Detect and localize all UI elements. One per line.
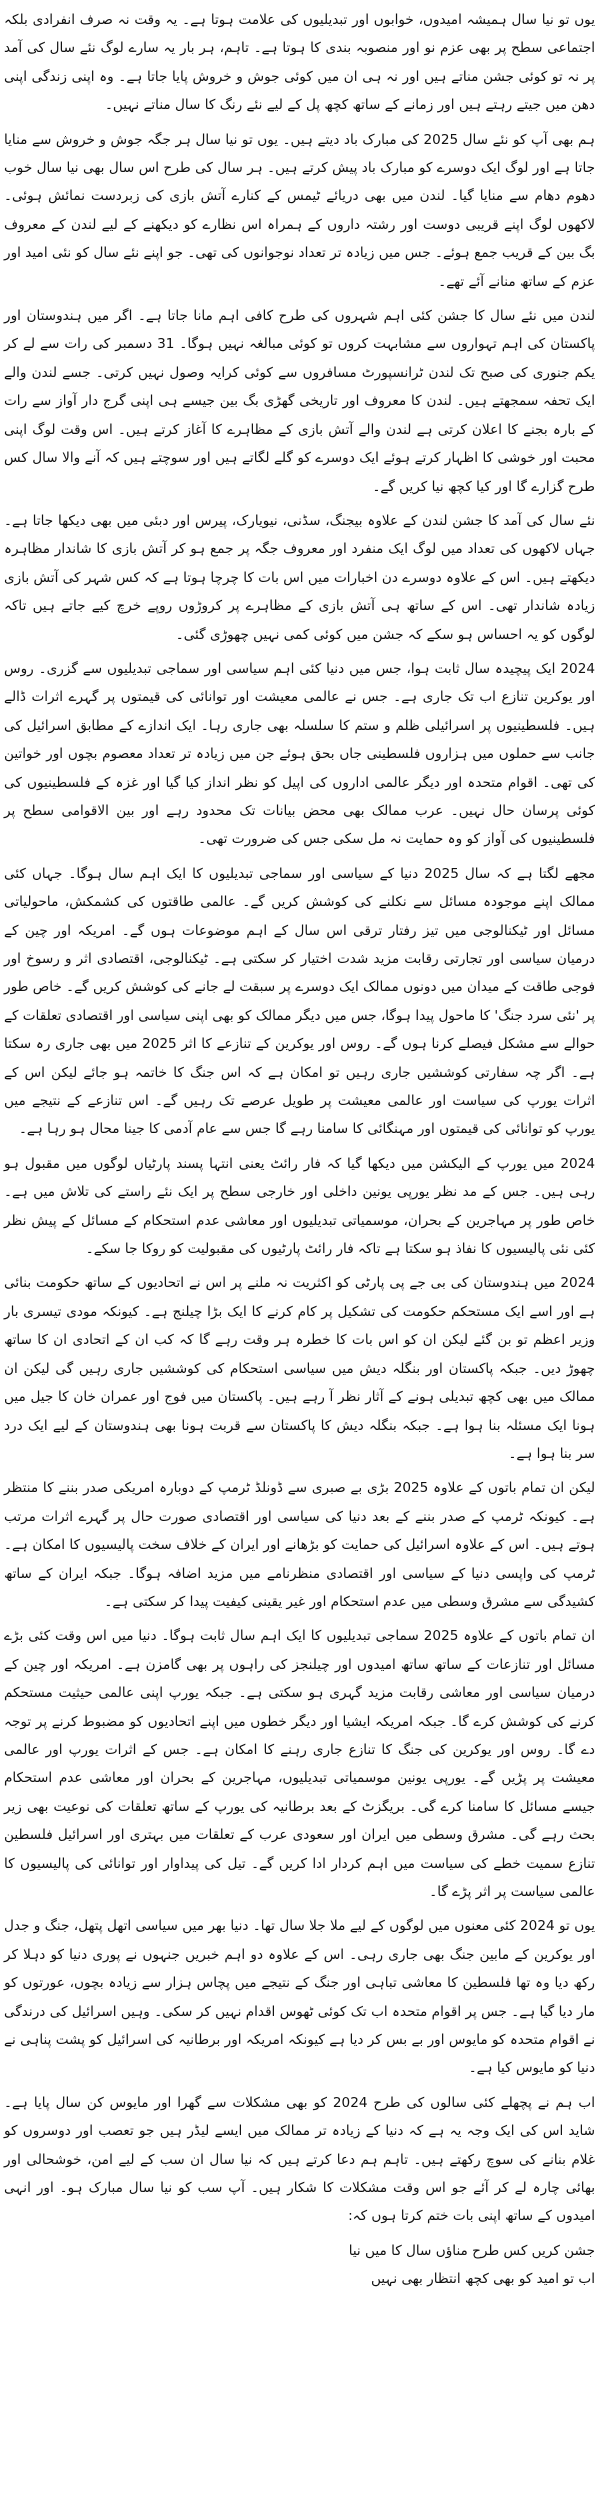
article-paragraph-10: ان تمام باتوں کے علاوہ 2025 سماجی تبدیلیوں کا ایک اہم سال ثابت ہوگا۔ دنیا میں اس وقت کئی بڑے مسائل اور تنازعات کے ساتھ ساتھ امیدوں اور چیلنجز کی راہوں پر بھی گامزن ہے۔ امریکہ اور چین کے درمیان سیاسی اور معاشی رقابت مزید گہری ہو سکتی ہے۔ جبکہ یورپ اپنی عالمی حیثیت مستحکم کرنے کی کوشش کرے گا۔ جبکہ امریکہ ایشیا اور دیگر خطوں میں اپنے اتحادیوں کو مضبوط کرنے پر توجہ دے گا۔ روس اور یوکرین کی جنگ کا تنازع جاری رہنے کا امکان ہے۔ جس کے اثرات یورپ اور عالمی معیشت پر پڑیں گے۔ یورپی یونین موسمیاتی تبدیلیوں، مہاجرین کے بحران اور معاشی عدم استحکام جیسے مسائل کا سامنا کرے گی۔ بریگزٹ کے بعد برطانیہ کی یورپ کے ساتھ تعلقات کی نوعیت بھی زیر بحث رہے گی۔ مشرق وسطی میں ایران اور سعودی عرب کے تعلقات میں بہتری اور اسرائیل فلسطین تنازع سمیت خطے کی سیاست میں اہم کردار ادا کریں گے۔ تیل کی پیداوار اور توانائی کی پالیسیوں کا عالمی سیاست پر اثر پڑے گا۔ <box>4 1628 595 1900</box>
article-paragraph-1: یوں تو نیا سال ہمیشہ امیدوں، خوابوں اور تبدیلیوں کی علامت ہوتا ہے۔ یہ وقت نہ صرف انفرادی بلکہ اجتماعی سطح پر بھی عزم نو اور منصوبہ بندی کا ہوتا ہے۔ تاہم، ہر بار یہ سارے لوگ نئے سال کی آمد پر نہ تو کوئی جشن مناتے ہیں اور نہ ہی ان میں کوئی جوش و خروش پایا جاتا ہے۔ وہ اپنی زندگی اپنی دھن میں جیتے رہتے ہیں اور زمانے کے ساتھ کچھ پل کے لیے نئے رنگ کا سال مناتے نہیں۔ <box>4 12 595 114</box>
article-paragraph-12: اب ہم نے پچھلے کئی سالوں کی طرح 2024 کو بھی مشکلات سے گھرا اور مایوس کن سال پایا ہے۔ شاید اس کی ایک وجہ یہ ہے کہ دنیا کے زیادہ تر ممالک میں ایسے لیڈر ہیں جو تعصب اور دوسروں کو غلام بنانے کی سوچ رکھتے ہیں۔ تاہم ہم دعا کرتے ہیں کہ نیا سال ان سب کے لیے امن، خوشحالی اور بھائی چارہ لے کر آئے جو اس وقت مشکلات کا شکار ہیں۔ آپ سب کو نیا سال مبارک ہو۔ اور انہی امیدوں کے ساتھ اپنی بات ختم کرتا ہوں کہ: <box>4 2094 595 2225</box>
verse-line-1: جشن کریں کس طرح مناؤں سال کا میں نیا <box>348 2242 595 2259</box>
article-paragraph-5: 2024 ایک پیچیدہ سال ثابت ہوا، جس میں دنیا کئی اہم سیاسی اور سماجی تبدیلیوں سے گزری۔ روس اور یوکرین تنازع اب تک جاری ہے۔ جس نے عالمی معیشت اور توانائی کی قیمتوں پر گہرے اثرات ڈالے ہیں۔ فلسطینیوں پر اسرائیلی ظلم و ستم کا سلسلہ بھی جاری رہا۔ ایک اندازے کے مطابق اسرائیل کی جانب سے حملوں میں ہزاروں فلسطینی جاں بحق ہوئے جن میں زیادہ تر تعداد معصوم بچوں اور خواتین کی تھی۔ اقوام متحدہ اور دیگر عالمی اداروں کی اپیل کو نظر انداز کیا گیا اور غزہ کے فلسطینیوں کی کوئی پرسان حال نہیں۔ عرب ممالک بھی محض بیانات تک محدود رہے اور بین الاقوامی سطح پر فلسطینیوں کی آواز کو وہ حمایت نہ مل سکی جس کی ضرورت تھی۔ <box>4 660 595 848</box>
article-paragraph-3: لندن میں نئے سال کا جشن کئی اہم شہروں کی طرح کافی اہم مانا جاتا ہے۔ اگر میں ہندوستان اور پاکستان کی اہم تہواروں سے مشابہت کروں تو کوئی مبالغہ نہیں ہوگا۔ 31 دسمبر کی رات سے لے کر یکم جنوری کی صبح تک لندن ٹرانسپورٹ مسافروں سے کوئی کرایہ وصول نہیں کرتی۔ جسے لندن والے ایک تحفہ سمجھتے ہیں۔ لندن کا معروف اور تاریخی گھڑی بگ بین جیسے ہی اپنی گرج دار آواز سے رات کے بارہ بجنے کا اعلان کرتی ہے لندن والے آتش بازی کے مظاہرے کا آغاز کرتے ہیں۔ اس وقت لوگ اپنی محبت اور خوشی کا اظہار کرتے ہوئے ایک دوسرے کو گلے لگاتے ہیں اور سوچتے ہیں کہ آنے والا سال کس طرح گزارے گا اور کیا کچھ نیا کریں گے۔ <box>4 308 595 495</box>
article-paragraph-8: 2024 میں ہندوستان کی بی جے پی پارٹی کو اکثریت نہ ملنے پر اس نے اتحادیوں کے ساتھ حکومت بنائی ہے اور اسے ایک مستحکم حکومت کی تشکیل پر کام کرنے کا ایک بڑا چیلنج ہے۔ کیونکہ مودی تیسری بار وزیر اعظم تو بن گئے لیکن ان کو اس بات کا خطرہ ہر وقت رہے گا کہ کب ان کے اتحادی ان کا ساتھ چھوڑ دیں۔ جبکہ پاکستان اور بنگلہ دیش میں سیاسی استحکام کی کوششیں جاری رہیں گی لیکن ان ممالک میں بھی کچھ تبدیلی ہونے کے آثار نظر آ رہے ہیں۔ پاکستان میں فوج اور عمران خان کا جیل میں ہونا ایک مسئلہ بنا ہوا ہے۔ جبکہ بنگلہ دیش کا پاکستان سے قربت ہونا بھی ہندوستان کے لیے ایک درد سر بنا ہوا ہے۔ <box>4 1275 595 1462</box>
article-paragraph-7: 2024 میں یورپ کے الیکشن میں دیکھا گیا کہ فار رائٹ یعنی انتہا پسند پارٹیاں لوگوں میں مقبول ہو رہی ہیں۔ جس کے مد نظر یورپی یونین داخلی اور خارجی سطح پر ایک نئے راستے کی تلاش میں ہے۔ خاص طور پر مہاجرین کے بحران، موسمیاتی تبدیلیوں اور معاشی عدم استحکام کے مسائل کے پیش نظر کئی نئی پالیسیوں کا نفاذ ہو سکتا ہے تاکہ فار رائٹ پارٹیوں کی مقبولیت کو روکا جا سکے۔ <box>4 1155 595 1258</box>
article-paragraph-2: ہم بھی آپ کو نئے سال 2025 کی مبارک باد دیتے ہیں۔ یوں تو نیا سال ہر جگہ جوش و خروش سے منایا جاتا ہے اور لوگ ایک دوسرے کو مبارک باد پیش کرتے ہیں۔ ہر سال کی طرح اس سال بھی نیا سال خوب دھوم دھام سے منایا گیا۔ لندن میں بھی دریائے ٹیمس کے کنارے آتش بازی کی زبردست نمائش ہوئی۔ لاکھوں لوگ اپنے قریبی دوست اور رشتہ داروں کے ہمراہ اس نظارے کو دیکھنے کے لیے لندن کے معروف بگ بین کے قریب جمع ہوئے۔ جس میں زیادہ تر تعداد نوجوانوں کی تھی۔ جو اپنے نئے سال کو نئی امید اور عزم کے ساتھ منانے آئے تھے۔ <box>4 131 595 290</box>
article-paragraph-4: نئے سال کی آمد کا جشن لندن کے علاوہ بیجنگ، سڈنی، نیویارک، پیرس اور دبئی میں بھی دیکھا جاتا ہے۔ جہاں لاکھوں کی تعداد میں لوگ ایک منفرد اور معروف جگہ پر جمع ہو کر آتش بازی کا شاندار مظاہرہ دیکھتے ہیں۔ اس کے علاوہ دوسرے دن اخبارات میں اس بات کا چرچا ہوتا ہے کہ کس شہر کی آتش بازی زیادہ شاندار تھی۔ اس کے ساتھ ہی آتش بازی کے مظاہرے پر کروڑوں روپے خرچ کیے جاتے ہیں تاکہ لوگوں کو یہ احساس ہو سکے کہ جشن میں کوئی کمی نہیں چھوڑی گئی۔ <box>4 512 595 643</box>
article-paragraph-11: یوں تو 2024 کئی معنوں میں لوگوں کے لیے ملا جلا سال تھا۔ دنیا بھر میں سیاسی اتھل پتھل، جنگ و جدل اور یوکرین کے مابین جنگ بھی جاری رہی۔ اس کے علاوہ دو اہم خبریں جنہوں نے پوری دنیا کو دہلا کر رکھ دیا وہ تھا فلسطین کا معاشی تباہی اور جنگ کے نتیجے میں پچاس ہزار سے زیادہ بچوں، عورتوں کو مار دیا گیا ہے۔ جس پر اقوام متحدہ اب تک کوئی ٹھوس اقدام نہیں کر سکی۔ وہیں اسرائیل کی درندگی نے اقوام متحدہ کو مایوس اور بے بس کر دیا ہے کیونکہ امریکہ اور برطانیہ کی اسرائیل کو پشت پناہی نے دنیا کو مایوس کیا ہے۔ <box>4 1918 595 2077</box>
article-paragraph-9: لیکن ان تمام باتوں کے علاوہ 2025 بڑی بے صبری سے ڈونلڈ ٹرمپ کے دوبارہ امریکی صدر بننے کا منتظر ہے۔ کیونکہ ٹرمپ کے صدر بننے کے بعد دنیا کی سیاسی اور اقتصادی صورت حال پر گہرے اثرات مرتب ہوتے ہیں۔ اس کے علاوہ اسرائیل کی حمایت کو بڑھانے اور ایران کے خلاف سخت پالیسیوں کا امکان ہے۔ ٹرمپ کی واپسی دنیا کے سیاسی اور اقتصادی منظرنامے میں مزید اضافہ ہوگا۔ جبکہ ایران کے ساتھ کشیدگی سے مشرق وسطی میں عدم استحکام اور غیر یقینی کیفیت پیدا کر سکتی ہے۔ <box>4 1480 596 1610</box>
verse-line-2: اب تو امید کو بھی کچھ انتظار بھی نہیں <box>370 2271 595 2288</box>
article-paragraph-6: مجھے لگتا ہے کہ سال 2025 دنیا کے سیاسی اور سماجی تبدیلیوں کا ایک اہم سال ہوگا۔ جہاں کئی ممالک اپنے موجودہ مسائل سے نکلنے کی کوشش کریں گے۔ عالمی طاقتوں کی کشمکش، ماحولیاتی مسائل اور ٹیکنالوجی میں تیز رفتار ترقی اس سال کے اہم موضوعات ہوں گے۔ امریکہ اور چین کے درمیان سیاسی اور تجارتی رقابت مزید شدت اختیار کر سکتی ہے۔ ٹیکنالوجی، اقتصادی اثر و رسوخ اور فوجی طاقت کے میدان میں دونوں ممالک ایک دوسرے پر سبقت لے جانے کی کوشش کریں گے۔ خاص طور پر 'نئی سرد جنگ' کا ماحول پیدا ہوگا، جس میں دیگر ممالک کو بھی اپنی سیاسی اور اقتصادی تعلقات کے حوالے سے مشکل فیصلے کرنا ہوں گے۔ روس اور یوکرین کے تنازعے کا اثر 2025 میں بھی جاری رہ سکتا ہے۔ اگر چہ سفارتی کوششیں جاری رہیں تو امکان ہے کہ اس جنگ کا خاتمہ ہو جائے لیکن اس کے اثرات یورپ کی سیاست اور عالمی معیشت پر طویل عرصے تک رہیں گے۔ اس تنازعے کے نتیجے میں یورپ کو توانائی کی قیمتوں اور مہنگائی کا سامنا رہے گا جس سے عام آدمی کا جینا محال ہو رہا ہے۔ <box>4 865 596 1138</box>
